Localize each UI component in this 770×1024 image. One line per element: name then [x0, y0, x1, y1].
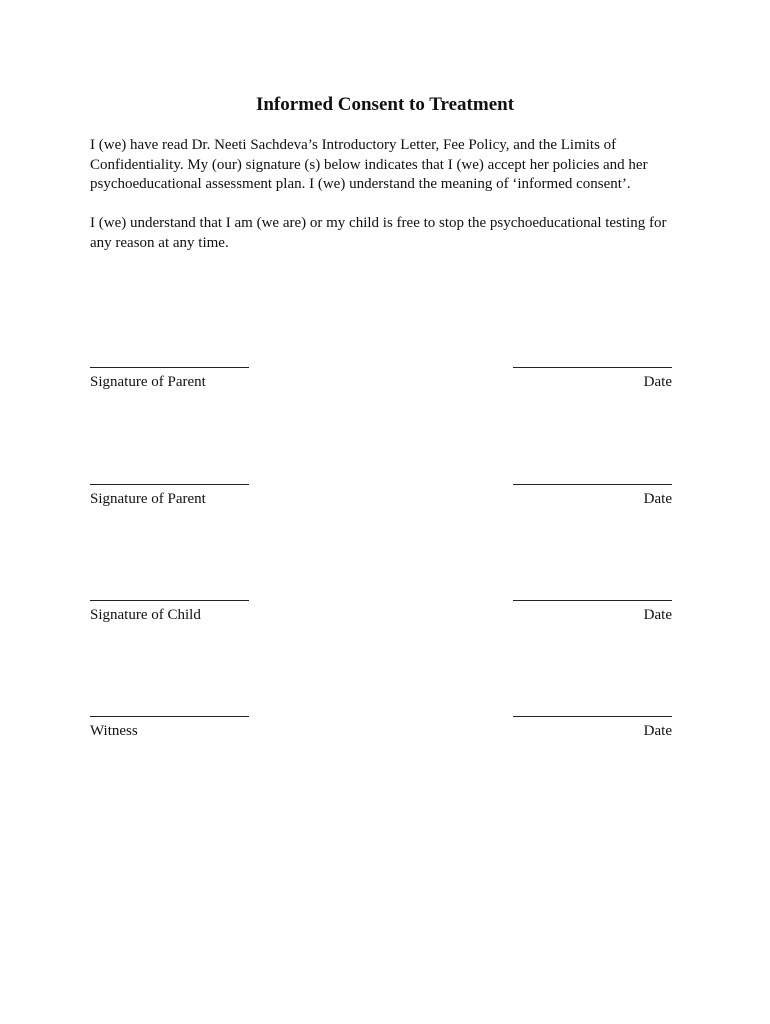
- consent-paragraph-1: I (we) have read Dr. Neeti Sachdeva’s Introductory Letter, Fee Policy, and the Limits of Confidentiality. My (our) signature (s) below indicates that I (we) accept her policies and her psychoeducational assessment plan. I (we) understand the meaning of ‘informed consent’.: [90, 137, 648, 192]
- consent-paragraph-2: I (we) understand that I am (we are) or my child is free to stop the psychoeducational testing for any reason at any time.: [90, 215, 667, 251]
- date-label: Date: [643, 491, 672, 507]
- signature-line[interactable]: [90, 716, 249, 717]
- date-line[interactable]: [513, 600, 672, 601]
- signature-block-parent-2: [90, 484, 672, 524]
- signature-block-parent-1: [90, 367, 672, 407]
- date-line[interactable]: [513, 716, 672, 717]
- signature-line[interactable]: [90, 367, 249, 368]
- signature-label: Signature of Child: [90, 607, 201, 623]
- date-line[interactable]: [513, 367, 672, 368]
- signature-line[interactable]: [90, 600, 249, 601]
- page-title: Informed Consent to Treatment: [255, 94, 515, 115]
- signature-block-witness: [90, 716, 672, 756]
- signature-block-child: [90, 600, 672, 640]
- date-line[interactable]: [513, 484, 672, 485]
- date-label: Date: [643, 723, 672, 739]
- signature-line[interactable]: [90, 484, 249, 485]
- date-label: Date: [643, 374, 672, 390]
- date-label: Date: [643, 607, 672, 623]
- signature-label: Signature of Parent: [90, 374, 206, 390]
- signature-label: Signature of Parent: [90, 491, 206, 507]
- signature-label: Witness: [90, 723, 138, 739]
